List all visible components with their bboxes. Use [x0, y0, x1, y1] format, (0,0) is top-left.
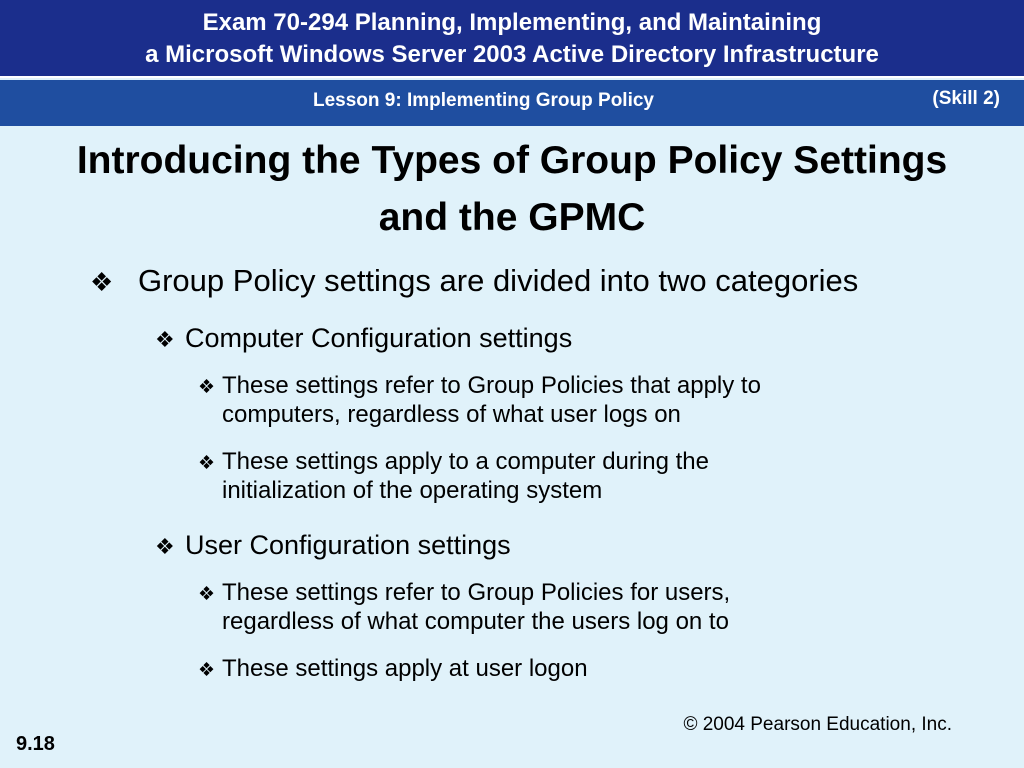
- bullet-main: [90, 262, 858, 301]
- diamond-bullet-icon: ❖: [198, 377, 216, 398]
- diamond-bullet-icon: ❖: [155, 327, 175, 352]
- slide-number: 9.18: [16, 733, 55, 755]
- copyright-notice: © 2004 Pearson Education, Inc.: [683, 714, 952, 735]
- bullet-computer-point2-line2: initialization of the operating system: [222, 477, 603, 504]
- bullet-computer-point2: [198, 447, 709, 505]
- course-header: [0, 0, 1024, 78]
- diamond-bullet-icon: ❖: [198, 453, 216, 474]
- course-title-line2: a Microsoft Windows Server 2003 Active Directory Infrastructure: [145, 41, 879, 68]
- slide-title: [0, 132, 1024, 246]
- slide-title-line2: and the GPMC: [378, 196, 646, 239]
- bullet-computer-config: [155, 321, 572, 357]
- lesson-bar: [0, 80, 1024, 126]
- diamond-bullet-icon: ❖: [90, 267, 114, 297]
- bullet-computer-point1-line1: These settings refer to Group Policies that apply to: [222, 372, 761, 399]
- bullet-user-point1-line1: These settings refer to Group Policies for users,: [222, 579, 731, 606]
- diamond-bullet-icon: ❖: [155, 534, 175, 559]
- bullet-user-config-text: User Configuration settings: [185, 530, 511, 560]
- diamond-bullet-icon: ❖: [198, 584, 216, 605]
- bullet-user-point2-text: These settings apply at user logon: [222, 655, 588, 682]
- diamond-bullet-icon: ❖: [198, 660, 216, 681]
- bullet-user-point1-line2: regardless of what computer the users log on to: [222, 608, 729, 635]
- bullet-computer-point1: [198, 371, 761, 429]
- lesson-title: Lesson 9: Implementing Group Policy: [313, 90, 654, 111]
- bullet-computer-point2-line1: These settings apply to a computer during the: [222, 448, 709, 475]
- bullet-main-text: Group Policy settings are divided into two categories: [138, 263, 859, 298]
- bullet-user-point1: [198, 578, 730, 636]
- slide-title-line1: Introducing the Types of Group Policy Settings: [76, 139, 948, 182]
- bullet-computer-point1-line2: computers, regardless of what user logs on: [222, 401, 681, 428]
- course-title-line1: Exam 70-294 Planning, Implementing, and Maintaining: [202, 9, 822, 36]
- bullet-user-point2: [198, 654, 588, 685]
- bullet-user-config: [155, 528, 511, 564]
- skill-label: (Skill 2): [932, 88, 1000, 109]
- bullet-computer-config-text: Computer Configuration settings: [185, 323, 573, 353]
